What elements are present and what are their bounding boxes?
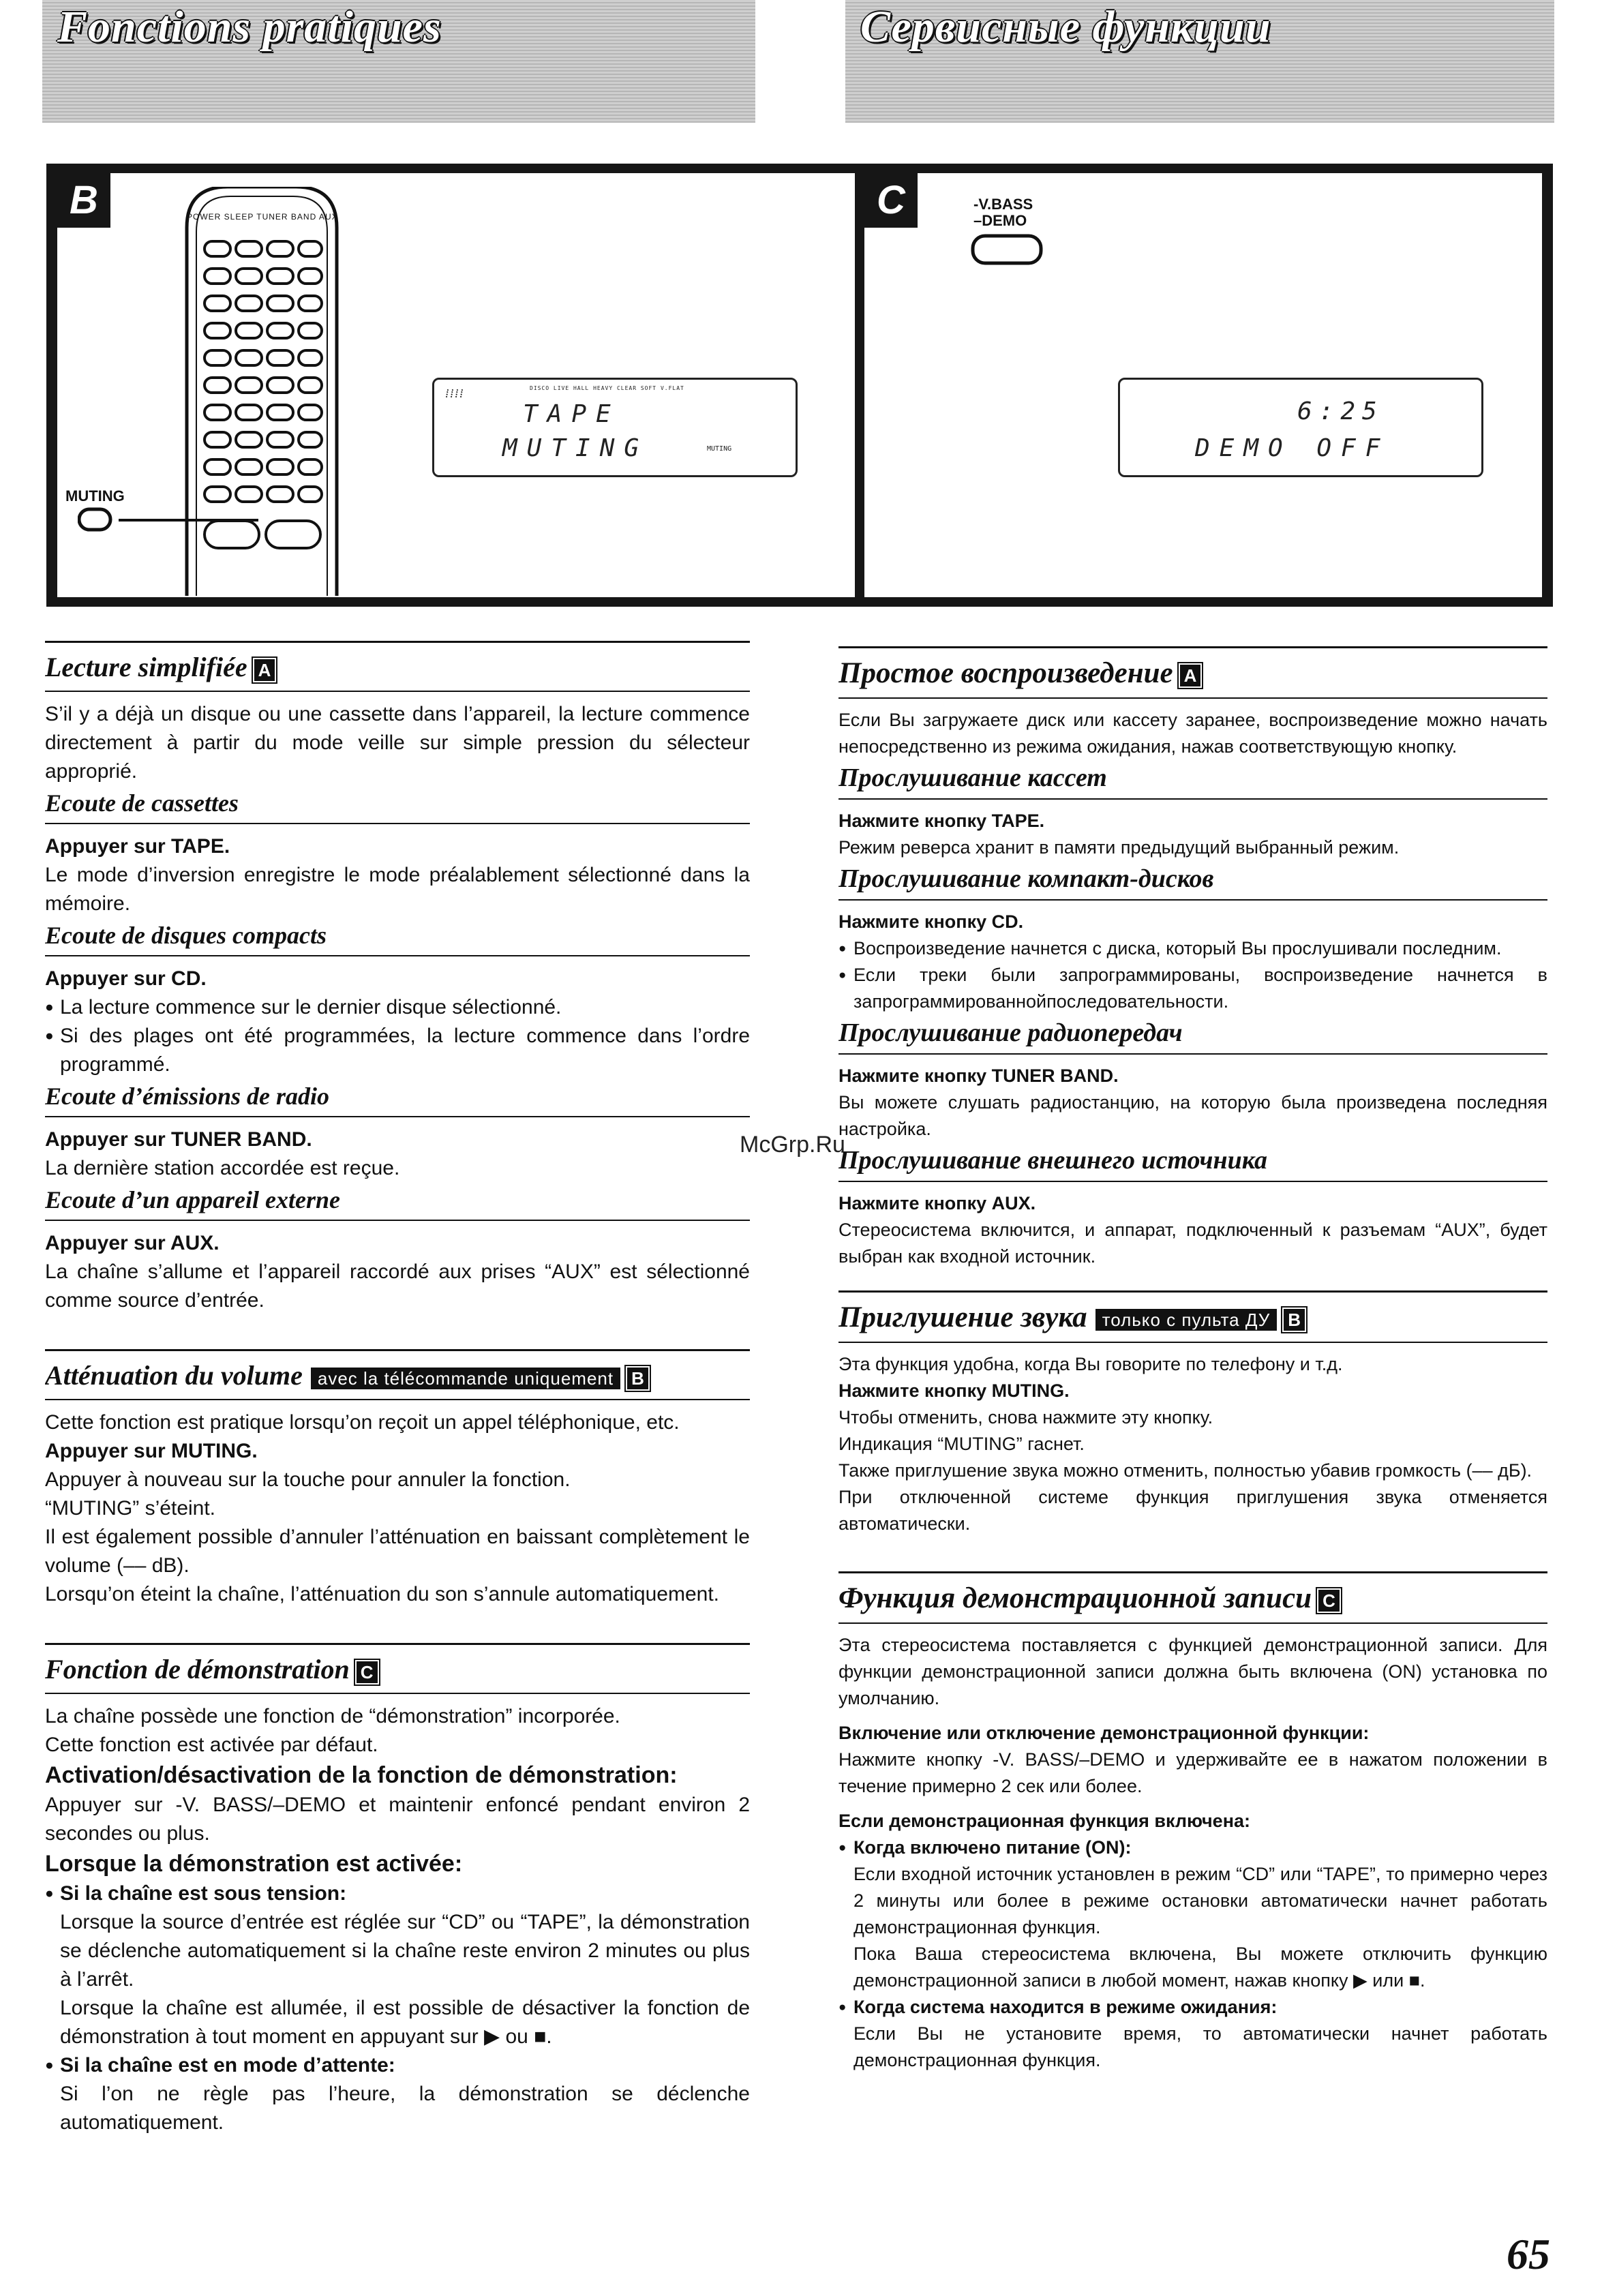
lcd-b-line1: TAPE (523, 400, 620, 428)
lcd-c-line2: DEMO OFF (1195, 434, 1390, 462)
lcd-c-line1: 6:25 (1297, 397, 1384, 425)
bullet-demo-on-ru: ● Когда включено питание (ON): (838, 1834, 1547, 1861)
text-simple-play: S’il y a déjà un disque ou une cassette dans l’appareil, la lecture commence directement à partir du mode veille sur simple pression du sélecteur approprié. (45, 703, 750, 783)
instruction-muting-ru: Нажмите кнопку MUTING. (838, 1380, 1070, 1401)
text-muting-3-ru: Индикация “MUTING” гаснет. (838, 1434, 1085, 1454)
panel-c (864, 173, 1542, 597)
instruction-aux: Appuyer sur AUX. (45, 1232, 220, 1254)
muting-button-icon (78, 504, 262, 545)
panel-b-letter: B (57, 173, 110, 228)
column-russian (838, 646, 1547, 2074)
heading-demo-toggle: Activation/désactivation de la fonction de démonstration: (45, 1762, 678, 1788)
text-demo-2: Cette fonction est activée par défaut. (45, 1734, 378, 1756)
bullet-cd-2: ● Si des plages ont été programmées, la lecture commence dans l’ordre programmé. (45, 1022, 750, 1079)
header-left (42, 0, 755, 123)
section-title-muting-ru: Приглушение звука только с пульта ДУ B (838, 1290, 1547, 1343)
header-title-right: Сервисные функции (860, 2, 1271, 52)
remote-top-labels: POWER SLEEP TUNER BAND AUX (187, 212, 338, 222)
text-demo-4-ru: Пока Ваша стереосистема включена, Вы можете отключить функцию демонстрационной записи в любой момент, нажав кнопку ▶ или ■. (853, 1944, 1547, 1991)
text-tuner: La dernière station accordée est reçue. (45, 1157, 400, 1179)
subtitle-cassettes: Ecoute de cassettes (45, 786, 750, 824)
instruction-tuner: Appuyer sur TUNER BAND. (45, 1128, 312, 1151)
text-tape-ru: Режим реверса хранит в памяти предыдущий выбранный режим. (838, 837, 1400, 858)
heading-demo-toggle-ru: Включение или отключение демонстрационной функции: (838, 1723, 1370, 1743)
text-demo-4: Lorsque la source d’entrée est réglée sur “CD” ou “TAPE”, la démonstration se déclenche automatiquement si la chaîne reste environ 2 minutes ou plus à l’arrêt. (60, 1911, 750, 1991)
bullet-cd-1-ru: ● Воспроизведение начнется с диска, который Вы прослушивали последним. (838, 935, 1547, 962)
bullet-demo-standby: ● Si la chaîne est en mode d’attente: (45, 2051, 750, 2080)
bullet-cd-2-ru: ● Если треки были запрограммированы, воспроизведение начнется в запрограммированнойпоследовательности. (838, 962, 1547, 1015)
header-right (845, 0, 1554, 123)
subtitle-radio-ru: Прослушивание радиопередач (838, 1015, 1547, 1055)
letter-box-b-ru: B (1282, 1308, 1306, 1332)
text-muting-2: Appuyer à nouveau sur la touche pour annuler la fonction. (45, 1468, 571, 1491)
instruction-tape: Appuyer sur TAPE. (45, 835, 230, 858)
letter-box-a: A (253, 658, 277, 682)
watermark: McGrp.Ru (740, 1132, 845, 1158)
section-title-simple-play: Lecture simplifiée A (45, 641, 750, 692)
text-simple-play-ru: Если Вы загружаете диск или кассету заранее, воспроизведение можно начать непосредственно из режима ожидания, нажав соответствующую кнопку. (838, 710, 1547, 757)
section-title-muting: Atténuation du volume avec la télécommande uniquement B (45, 1349, 750, 1400)
text-muting-2-ru: Чтобы отменить, снова нажмите эту кнопку. (838, 1407, 1213, 1428)
muting-label: MUTING (65, 487, 125, 504)
panel-b (57, 173, 855, 597)
lcd-b-line2: MUTING (502, 434, 649, 462)
vbass-label-2: –DEMO (973, 212, 1027, 229)
text-tuner-ru: Вы можете слушать радиостанцию, на которую была произведена последняя настройка. (838, 1092, 1547, 1139)
lcd-b-mode-labels: DISCO LIVE HALL HEAVY CLEAR SOFT V.FLAT (530, 385, 684, 391)
letter-box-b: B (626, 1366, 650, 1391)
figure-box (46, 164, 1553, 607)
instruction-muting: Appuyer sur MUTING. (45, 1440, 258, 1462)
section-title-demo: Fonction de démonstration C (45, 1643, 750, 1694)
text-muting-1: Cette fonction est pratique lorsqu’on reçoit un appel téléphonique, etc. (45, 1411, 680, 1434)
vbass-demo-button-icon (970, 232, 1052, 273)
text-demo-5: Lorsque la chaîne est allumée, il est possible de désactiver la fonction de démonstration à tout moment en appuyant sur ▶ ou ■. (60, 1997, 750, 2048)
header-title-left: Fonctions pratiques (57, 2, 442, 52)
text-muting-5: Lorsqu’on éteint la chaîne, l’atténuation du son s’annule automatiquement. (45, 1583, 720, 1605)
page-number: 65 (1507, 2230, 1550, 2278)
instruction-cd-ru: Нажмите кнопку CD. (838, 911, 1024, 932)
column-french (45, 641, 750, 2137)
panel-c-letter: C (864, 173, 918, 228)
text-demo-3-ru: Если входной источник установлен в режим “CD” или “TAPE”, то примерно через 2 минуты или более в режиме остановки автоматически начнет работать демонстрационная функция. (853, 1864, 1547, 1937)
subtitle-cassettes-ru: Прослушивание кассет (838, 760, 1547, 800)
vbass-label-1: -V.BASS (973, 196, 1033, 213)
heading-demo-active-ru: Если демонстрационная функция включена: (838, 1811, 1251, 1831)
text-muting-5-ru: При отключенной системе функция приглушения звука отменяется автоматически. (838, 1487, 1547, 1534)
section-title-demo-ru: Функция демонстрационной записи C (838, 1571, 1547, 1624)
instruction-aux-ru: Нажмите кнопку AUX. (838, 1193, 1036, 1213)
text-muting-4-ru: Также приглушение звука можно отменить, полностью убавив громкость (–– дБ). (838, 1460, 1532, 1481)
text-muting-3: “MUTING” s’éteint. (45, 1497, 216, 1520)
text-demo-6: Si l’on ne règle pas l’heure, la démonstration se déclenche automatiquement. (60, 2083, 750, 2134)
lcd-display-b: ⁞⁞⁞⁞ DISCO LIVE HALL HEAVY CLEAR SOFT V.FLAT TAPE MUTING MUTING (432, 378, 798, 477)
lcd-display-c (1118, 378, 1483, 477)
text-demo-1-ru: Эта стереосистема поставляется с функцией демонстрационной записи. Для функции демонстрационной записи должна быть включена (ON) установка по умолчанию. (838, 1635, 1547, 1708)
letter-box-c: C (355, 1660, 379, 1685)
subtitle-cds-ru: Прослушивание компакт-дисков (838, 861, 1547, 901)
text-demo-5-ru: Если Вы не установите время, то автоматически начнет работать демонстрационная функция. (853, 2023, 1547, 2070)
subtitle-cds: Ecoute de disques compacts (45, 918, 750, 956)
subtitle-external: Ecoute d’un appareil externe (45, 1183, 750, 1221)
letter-box-c-ru: C (1317, 1588, 1341, 1613)
text-demo-2-ru: Нажмите кнопку -V. BASS/–DEMO и удерживайте ее в нажатом положении в течение примерно 2 сек или более. (838, 1749, 1547, 1796)
remote-only-tag: avec la télécommande uniquement (311, 1368, 620, 1389)
lcd-b-muting-tag: MUTING (707, 445, 732, 453)
heading-demo-active: Lorsque la démonstration est activée: (45, 1851, 463, 1877)
text-muting-1-ru: Эта функция удобна, когда Вы говорите по телефону и т.д. (838, 1354, 1343, 1374)
text-muting-4: Il est également possible d’annuler l’atténuation en baissant complètement le volume (–– dB). (45, 1526, 750, 1577)
bullet-cd-1: ● La lecture commence sur le dernier disque sélectionné. (45, 993, 750, 1022)
letter-box-a-ru: A (1179, 663, 1203, 688)
instruction-tuner-ru: Нажмите кнопку TUNER BAND. (838, 1066, 1119, 1086)
bullet-demo-on: ● Si la chaîne est sous tension: (45, 1879, 750, 1908)
bullet-demo-standby-ru: ● Когда система находится в режиме ожидания: (838, 1994, 1547, 2021)
text-aux: La chaîne s’allume et l’appareil raccordé aux prises “AUX” est sélectionné comme source d’entrée. (45, 1260, 750, 1312)
subtitle-external-ru: Прослушивание внешнего источника (838, 1143, 1547, 1182)
instruction-tape-ru: Нажмите кнопку TAPE. (838, 811, 1045, 831)
section-title-simple-play-ru: Простое воспроизведение A (838, 646, 1547, 699)
instruction-cd: Appuyer sur CD. (45, 967, 207, 990)
text-demo-1: La chaîne possède une fonction de “démonstration” incorporée. (45, 1705, 620, 1727)
text-tape: Le mode d’inversion enregistre le mode préalablement sélectionné dans la mémoire. (45, 864, 750, 915)
text-aux-ru: Стереосистема включится, и аппарат, подключенный к разъемам “AUX”, будет выбран как входной источник. (838, 1220, 1547, 1267)
remote-only-tag-ru: только с пульта ДУ (1095, 1309, 1278, 1331)
subtitle-radio: Ecoute d’émissions de radio (45, 1079, 750, 1117)
text-demo-3: Appuyer sur -V. BASS/–DEMO et maintenir enfoncé pendant environ 2 secondes ou plus. (45, 1794, 750, 1845)
